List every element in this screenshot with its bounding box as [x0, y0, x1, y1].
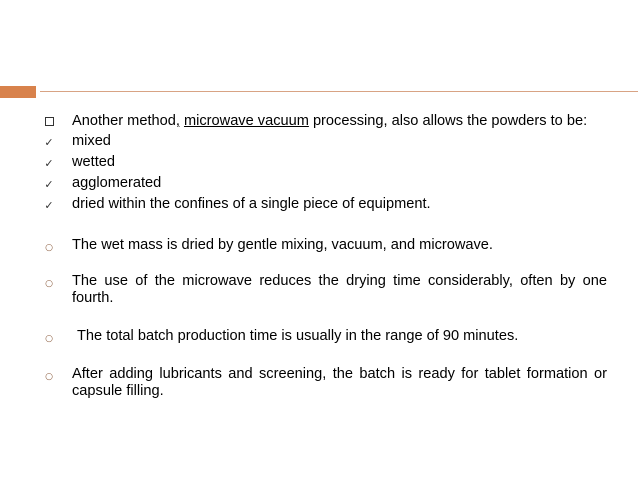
circle-bullet-icon: ○	[45, 334, 53, 344]
checkmark-icon: ✓	[44, 199, 54, 212]
checkmark-icon: ✓	[44, 136, 54, 149]
slide-body	[42, 113, 607, 400]
bullet-text: The total batch production time is usually in the range of 90 minutes.	[77, 328, 519, 344]
intro-text-1: Another method	[72, 113, 176, 129]
square-bullet-icon	[45, 117, 54, 126]
intro-text-2: processing, also allows the powders to be:	[308, 113, 588, 129]
bullet-lubricants	[42, 366, 607, 400]
bullet-microwave	[42, 273, 607, 307]
accent-block	[0, 86, 36, 98]
circle-bullet-icon: ○	[45, 243, 53, 253]
check-item-mixed	[42, 133, 607, 150]
bullet-text: The use of the microwave reduces the drying time considerably, often by one fourth.	[72, 273, 607, 306]
check-item-label: wetted	[72, 154, 115, 170]
check-item-dried	[42, 196, 607, 213]
check-item-agglomerated	[42, 175, 607, 192]
intro-highlight: microwave vacuum	[183, 113, 309, 129]
check-item-label: dried within the confines of a single piece of equipment.	[72, 196, 431, 212]
check-item-label: agglomerated	[72, 175, 162, 191]
bullet-intro	[42, 113, 607, 130]
circle-bullet-icon: ○	[45, 372, 53, 382]
checkmark-icon: ✓	[44, 178, 54, 191]
header-rule	[40, 91, 638, 92]
bullet-batch-time	[42, 328, 607, 345]
circle-bullet-icon: ○	[45, 279, 53, 289]
check-item-label: mixed	[72, 133, 111, 149]
intro-comma: ,	[175, 113, 180, 129]
bullet-text: The wet mass is dried by gentle mixing, vacuum, and microwave.	[72, 237, 493, 253]
check-item-wetted	[42, 154, 607, 171]
bullet-text: After adding lubricants and screening, the batch is ready for tablet formation or capsule filling.	[72, 366, 607, 399]
checkmark-icon: ✓	[44, 157, 54, 170]
bullet-wet-mass	[42, 237, 607, 254]
